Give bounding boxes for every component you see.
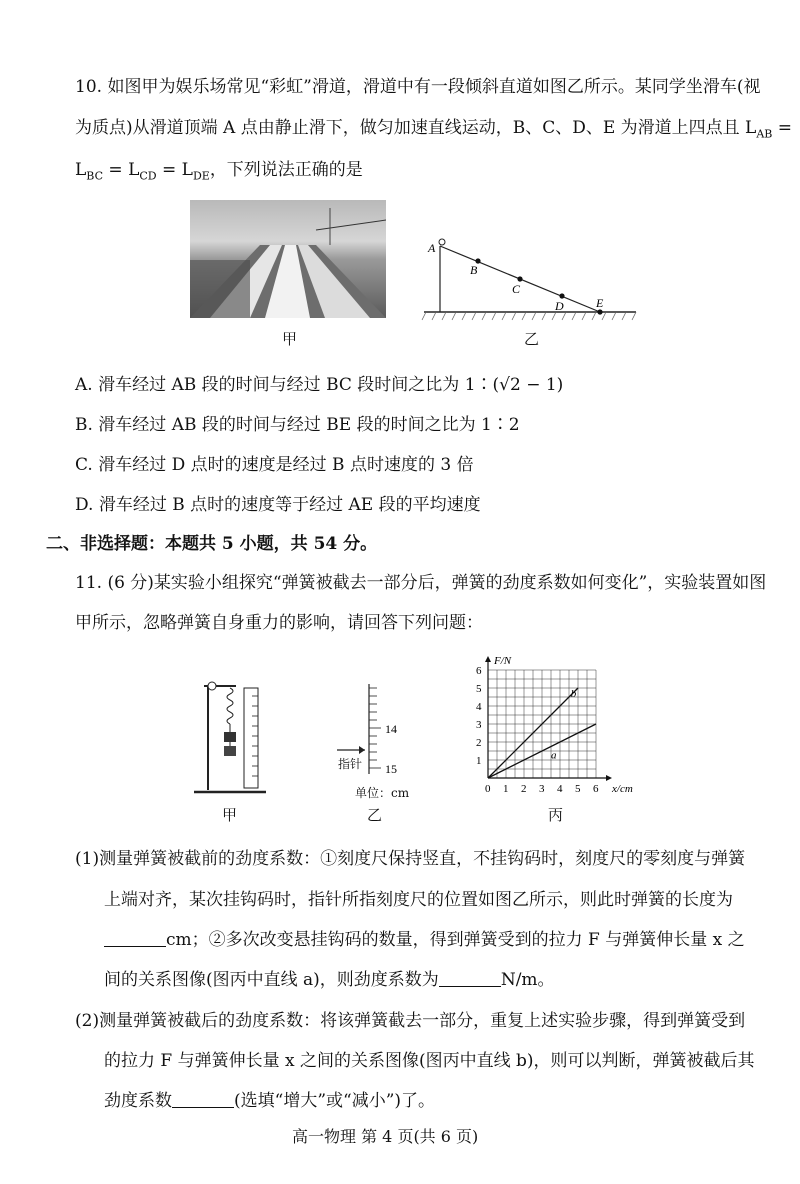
q11-part1-line4 (104, 969, 555, 991)
point-a-label: A (428, 241, 436, 255)
series-label-b: b (570, 688, 577, 701)
y-tick-label: 3 (476, 719, 482, 731)
pointer-label: 指针 (338, 757, 363, 771)
point-d-label: D (555, 299, 564, 313)
answer-blank-change[interactable] (172, 1091, 234, 1108)
spring-apparatus (190, 676, 270, 796)
q11-stem-line1: 11. (6 分)某实验小组探究“弹簧被截去一部分后，弹簧的劲度系数如何变化”，实验装置如图 (75, 573, 767, 593)
q11-part1-line3 (104, 929, 745, 951)
x-tick-label: 6 (593, 783, 599, 795)
fig-jia-caption: 甲 (282, 330, 298, 348)
section-2-heading: 二、非选择题：本题共 5 小题，共 54 分。 (46, 534, 378, 554)
q10-stem-line2-text: 为质点)从滑道顶端 A 点由静止滑下，做匀加速直线运动，B、C、D、E 为滑道上四点且 L (75, 118, 757, 138)
q10-option-a: A. 滑车经过 AB 段的时间与经过 BC 段时间之比为 1∶(√2 − 1) (75, 375, 564, 395)
answer-blank-stiffness[interactable] (439, 970, 501, 987)
slide-photo-drawing (190, 200, 386, 318)
fig-jia2-caption: 甲 (222, 806, 238, 824)
q10-option-d: D. 滑车经过 B 点时的速度等于经过 AE 段的平均速度 (75, 495, 481, 515)
x-tick-label: 0 (485, 783, 491, 795)
series-label-a: a (551, 749, 557, 762)
q10-stem-line3 (75, 159, 363, 187)
q10-l-cd: = L (103, 160, 140, 180)
point-c-label: C (512, 282, 521, 296)
q11-part2-line3-end: (选填“增大”或“减小”)了。 (234, 1091, 436, 1111)
q10-stem-line3-end: ，下列说法正确的是 (209, 160, 363, 180)
page-footer: 高一物理 第 4 页(共 6 页) (292, 1127, 479, 1146)
q11-part1-line4-text: 间的关系图像(图丙中直线 a)，则劲度系数为 (104, 970, 439, 990)
y-tick-label: 1 (476, 755, 482, 767)
point-b-label: B (470, 263, 478, 277)
q10-sub-cd: CD (139, 169, 157, 183)
x-tick-label: 5 (575, 783, 581, 795)
answer-blank-length[interactable] (104, 930, 166, 947)
q10-option-c: C. 滑车经过 D 点时的速度是经过 B 点时速度的 3 倍 (75, 455, 474, 475)
q10-stem-line2 (75, 117, 792, 145)
q11-part1-line4-unit: N/m。 (500, 970, 555, 990)
q10-l-bc: L (75, 160, 87, 180)
q11-part2-line2: 的拉力 F 与弹簧伸长量 x 之间的关系图像(图丙中直线 b)，则可以判断，弹簧被截后其 (104, 1051, 755, 1071)
x-tick-label: 4 (557, 783, 563, 795)
unit-label: 单位：cm (355, 786, 410, 800)
x-axis-label: x/cm (612, 783, 633, 795)
fig-bing-caption: 丙 (548, 806, 564, 824)
fig-yi-caption: 乙 (524, 330, 540, 348)
q11-part2-line3 (104, 1090, 435, 1112)
q10-stem-line1: 10. 如图甲为娱乐场常见“彩虹”滑道，滑道中有一段倾斜直道如图乙所示。某同学坐滑车(视 (75, 77, 761, 97)
q11-stem-line2: 甲所示，忽略弹簧自身重力的影响，请回答下列问题： (75, 613, 483, 633)
y-tick-label: 4 (476, 701, 482, 713)
x-tick-label: 2 (521, 783, 527, 795)
x-tick-label: 3 (539, 783, 545, 795)
ruler-label-15: 15 (385, 762, 397, 776)
y-tick-label: 5 (476, 683, 482, 695)
x-tick-label: 1 (503, 783, 509, 795)
y-axis-label: F/N (494, 655, 512, 667)
q10-sub-ab: AB (756, 127, 773, 141)
q10-sub-bc: BC (86, 169, 104, 183)
fig-yi2-caption: 乙 (367, 806, 383, 824)
q11-part2-line3-text: 劲度系数 (104, 1091, 172, 1111)
force-extension-chart (470, 648, 650, 798)
q11-part1-line3-text: cm；②多次改变悬挂钩码的数量，得到弹簧受到的拉力 F 与弹簧伸长量 x 之 (166, 930, 745, 950)
y-tick-label: 6 (476, 665, 482, 677)
q10-l-de: = L (156, 160, 193, 180)
slide-photo (190, 200, 386, 318)
q11-part1-line2: 上端对齐，某次挂钩码时，指针所指刻度尺的位置如图乙所示，则此时弹簧的长度为 (104, 890, 733, 910)
q11-part1-line1: (1)测量弹簧被截前的劲度系数：①刻度尺保持竖直，不挂钩码时，刻度尺的零刻度与弹簧 (75, 849, 746, 869)
q10-stem-line2-end: = (772, 118, 793, 138)
y-axis-arrow (485, 656, 491, 662)
ruler-label-14: 14 (385, 722, 397, 736)
q10-sub-de: DE (192, 169, 210, 183)
y-tick-label: 2 (476, 737, 482, 749)
q11-part2-line1: (2)测量弹簧被截后的劲度系数：将该弹簧截去一部分，重复上述实验步骤，得到弹簧受到 (75, 1011, 746, 1031)
x-axis-arrow (606, 775, 612, 781)
q10-option-b: B. 滑车经过 AB 段的时间与经过 BE 段的时间之比为 1∶2 (75, 415, 520, 435)
point-e-label: E (596, 296, 604, 310)
incline-diagram (420, 230, 640, 330)
